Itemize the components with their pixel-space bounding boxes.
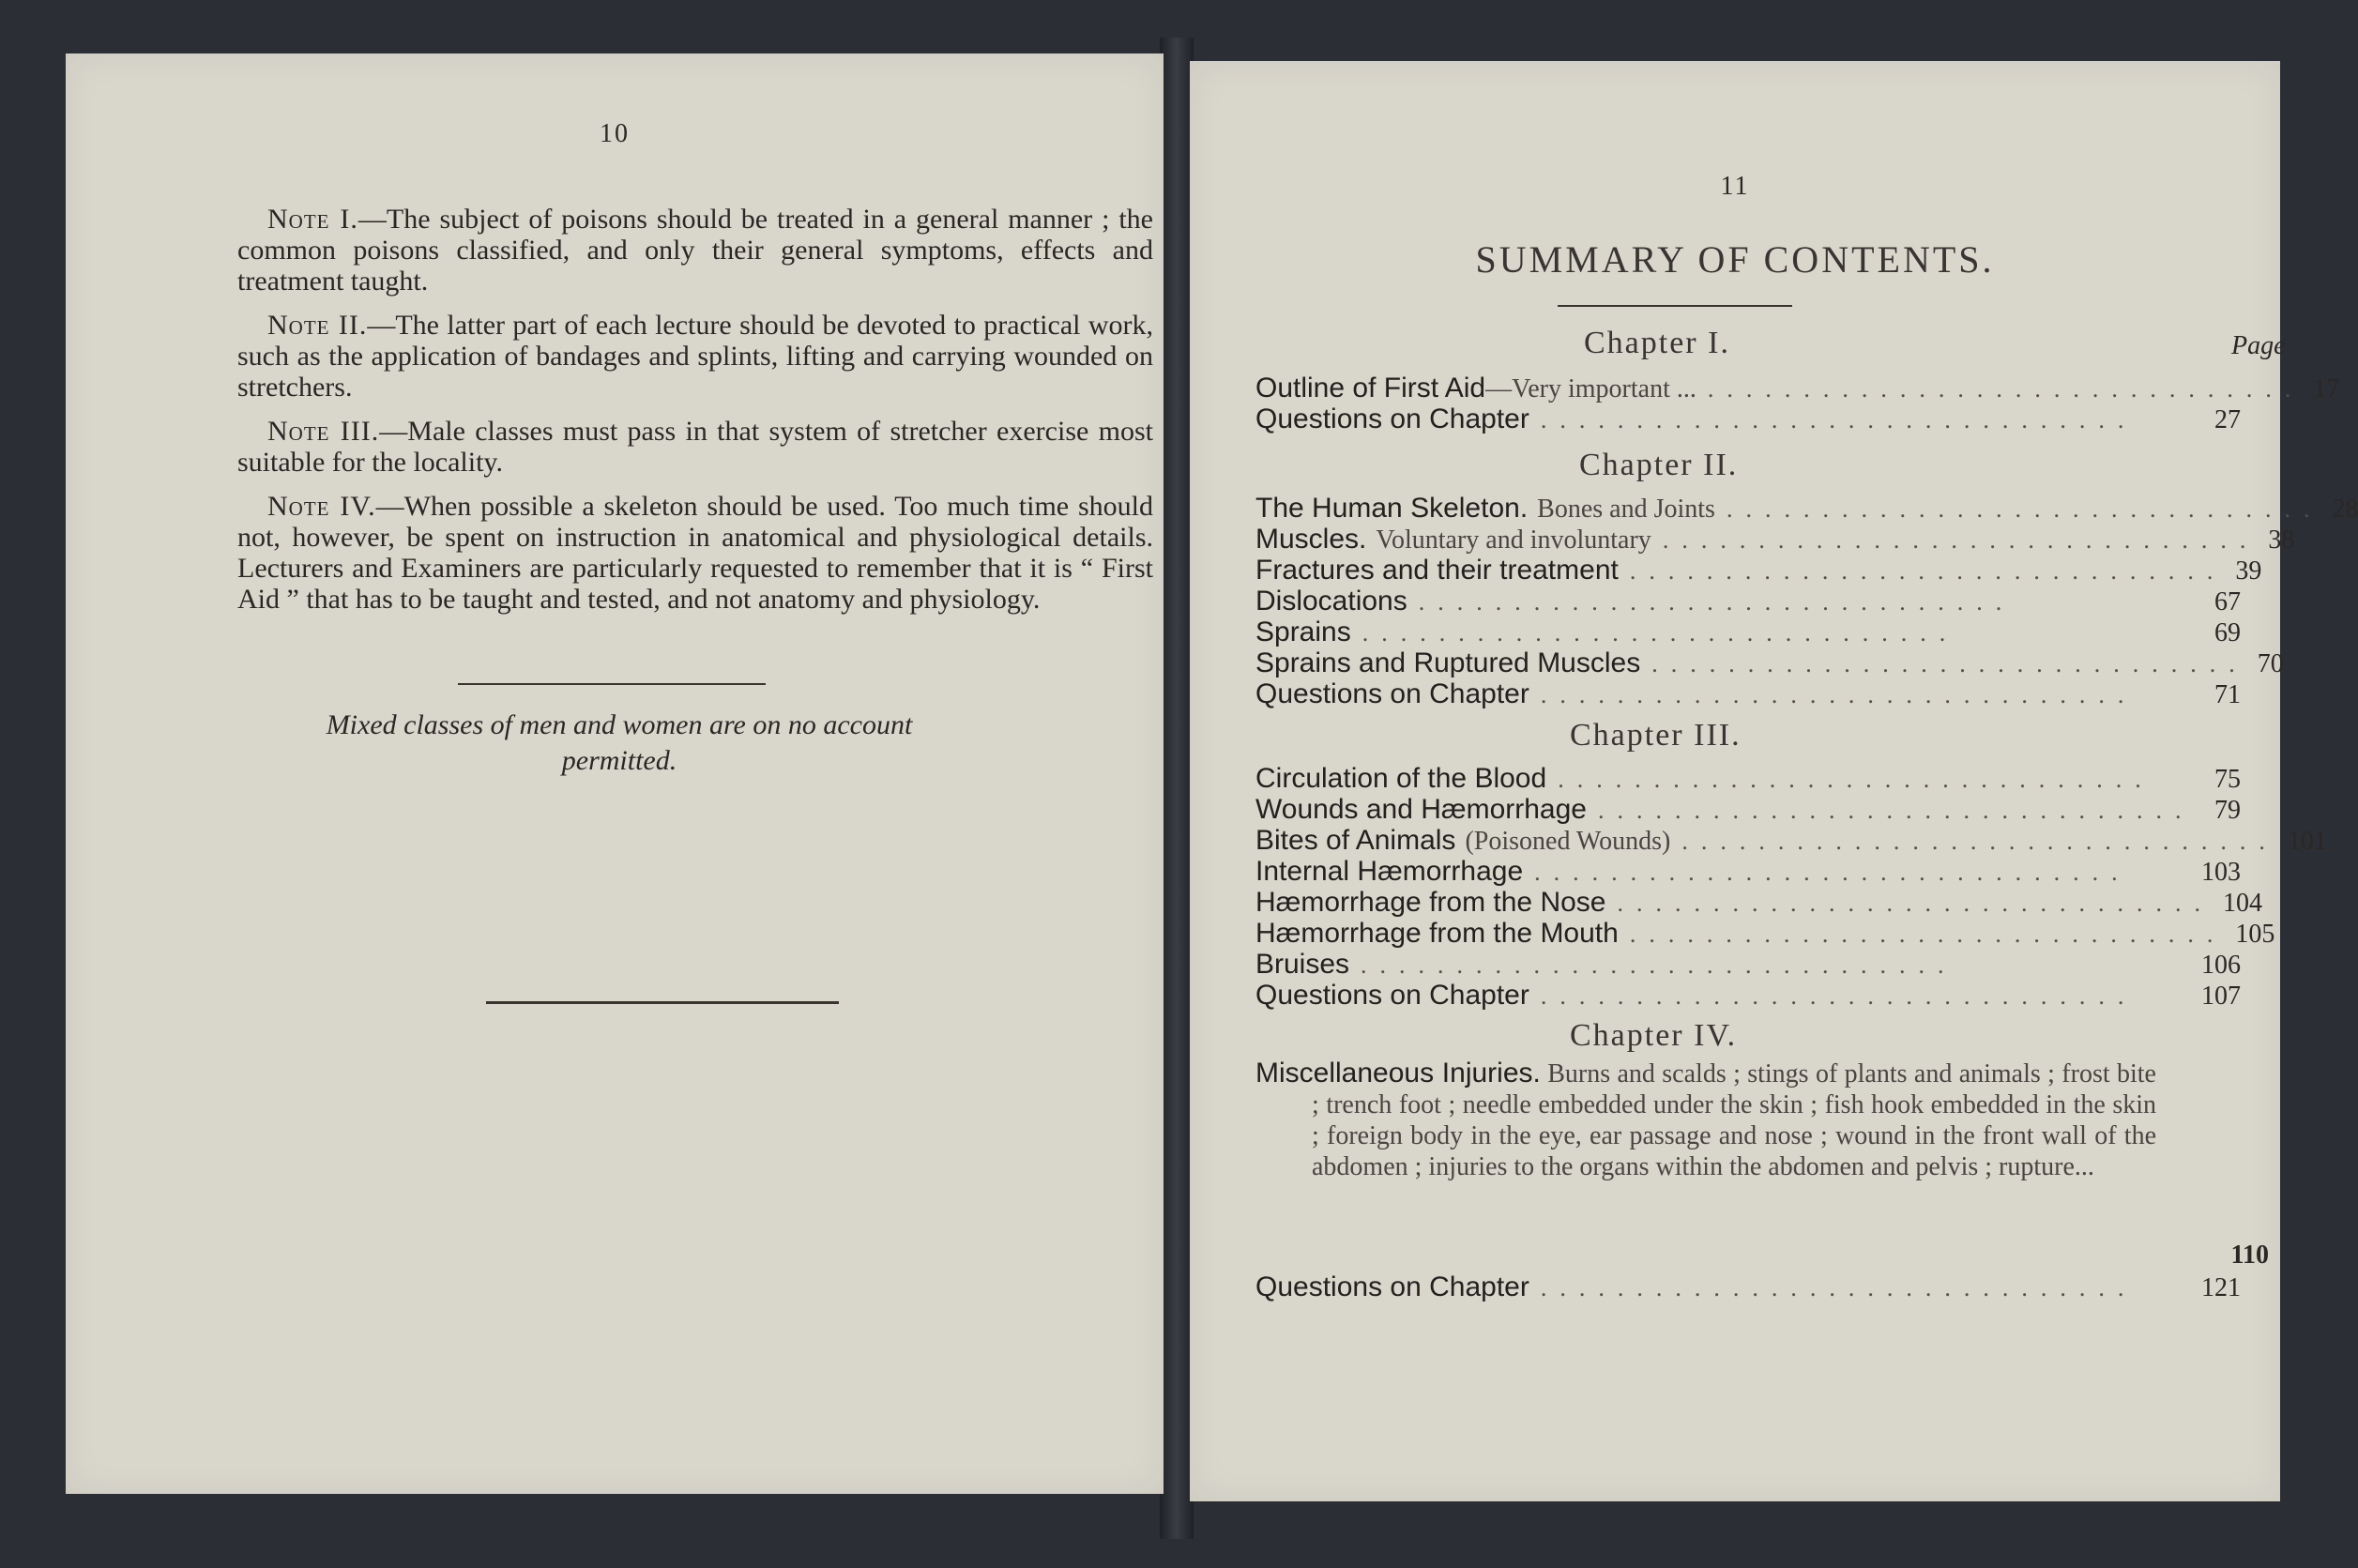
toc-entry[interactable]	[1255, 617, 2241, 648]
note-text: —Male classes must pass in that system of stretcher exercise most suitable for the locality.	[237, 416, 1153, 478]
leader-dots: ...............................	[1540, 1274, 2137, 1302]
entry-title: Circulation of the Blood	[1255, 763, 1547, 794]
entry-title: Sprains	[1255, 617, 1351, 647]
notes-section	[237, 204, 1153, 628]
entry-subtitle: Voluntary and involuntary	[1376, 525, 1651, 555]
entry-page: 39	[2235, 556, 2262, 586]
entry-page: 69	[2214, 618, 2241, 647]
entry-title: Fractures and their treatment	[1255, 555, 1619, 586]
leader-dots: ...............................	[1534, 859, 2131, 886]
toc-entry[interactable]	[1255, 1271, 2241, 1303]
entry-title: Internal Hæmorrhage	[1255, 856, 1524, 887]
leader-dots: ...............................	[1362, 619, 1959, 647]
entry-page: 107	[2201, 982, 2241, 1011]
toc-entry[interactable]	[1255, 403, 2241, 435]
note-label: Note III.	[267, 416, 380, 447]
chapter-heading: Chapter III.	[1570, 718, 1742, 753]
leader-dots: ...............................	[1540, 406, 2137, 434]
chapter-heading: Chapter I.	[1584, 326, 1730, 360]
book-gutter	[1160, 38, 1194, 1539]
entry-subtitle: Bones and Joints	[1537, 495, 1715, 524]
entry-page: 28	[2332, 495, 2358, 524]
entry-title: Hæmorrhage from the Mouth	[1255, 918, 1619, 949]
toc-entry[interactable]	[1255, 493, 2358, 525]
toc-entry[interactable]	[1255, 586, 2241, 617]
page-number: 10	[600, 119, 630, 148]
toc-entry[interactable]	[1255, 524, 2295, 556]
entry-title: Outline of First Aid	[1255, 373, 1486, 403]
toc-entry[interactable]	[1255, 678, 2241, 710]
entry-title: Bruises	[1255, 949, 1350, 980]
leader-dots: ...............................	[1617, 890, 2213, 917]
entry-page: 17	[2313, 374, 2340, 403]
entry-title: The Human Skeleton.	[1255, 493, 1529, 524]
leader-dots: ...............................	[1629, 557, 2227, 585]
entry-title: Sprains and Ruptured Muscles	[1255, 647, 1641, 678]
right-page	[1190, 61, 2358, 1501]
note-text: —The latter part of each lecture should be devoted to practical work, such as the application of bandages and splints, lifting and carrying wounded on stretchers.	[237, 310, 1154, 403]
leader-dots: ...............................	[1651, 650, 2248, 677]
toc-entry[interactable]	[1255, 555, 2262, 586]
note-2	[237, 310, 1153, 403]
misc-paragraph	[1255, 1058, 2156, 1182]
page-number: 11	[1720, 172, 1750, 201]
note-label: Note IV.	[267, 491, 376, 522]
leader-dots: ...............................	[1597, 797, 2195, 824]
toc-entry[interactable]	[1255, 949, 2241, 981]
note-label: Note II.	[267, 310, 368, 341]
italic-notice: Mixed classes of men and women are on no account permitted.	[326, 709, 913, 776]
leader-dots: ...............................	[1540, 681, 2137, 708]
entry-description: Burns and scalds ; stings of plants and animals ; frost bite ; trench foot ; needle embedded under the skin ; fish hook embedded in the skin ; foreign body in the eye, ear passage and nose ; wound in the front wall of the abdomen ; injuries to the organs within the abdomen and pelvis ; rupture...	[1312, 1059, 2156, 1181]
toc-entry[interactable]	[1255, 763, 2241, 795]
note-text: —When possible a skeleton should be used. Too much time should not, however, be spent on instruction in anatomical and physiological details. Lecturers and Examiners are particularly requested to remember that it is “ First Aid ” that has to be taught and tested, and not anatomy and physiology.	[237, 491, 1153, 615]
entry-page: 103	[2201, 858, 2241, 887]
entry-title: Wounds and Hæmorrhage	[1255, 794, 1587, 825]
entry-page: 121	[2201, 1273, 2241, 1302]
entry-page: 71	[2214, 680, 2241, 709]
entry-title: Miscellaneous Injuries.	[1255, 1058, 1541, 1088]
toc-entry[interactable]	[1255, 980, 2241, 1012]
leader-dots: ...............................	[1681, 828, 2278, 855]
toc-entry[interactable]	[1255, 856, 2241, 888]
leader-dots: ...............................	[1662, 526, 2259, 554]
toc-entry[interactable]	[1255, 794, 2241, 826]
entry-title: Questions on Chapter	[1255, 1271, 1529, 1302]
entry-page: 67	[2214, 587, 2241, 617]
chapter-heading: Chapter II.	[1579, 448, 1739, 482]
leader-dots: ...............................	[1707, 375, 2305, 403]
entry-title: Muscles.	[1255, 524, 1367, 555]
entry-title: Hæmorrhage from the Nose	[1255, 887, 1606, 918]
toc-entry[interactable]	[1255, 825, 2327, 857]
entry-page: 75	[2214, 765, 2241, 794]
entry-title: Bites of Animals	[1255, 825, 1456, 856]
entry-page: 104	[2222, 889, 2262, 918]
entry-page: 106	[2201, 951, 2241, 980]
note-1	[237, 204, 1153, 297]
entry-subtitle: —Very important ...	[1485, 374, 1696, 403]
entry-title: Questions on Chapter	[1255, 678, 1529, 709]
entry-page: 105	[2235, 920, 2275, 949]
divider	[486, 1001, 839, 1004]
leader-dots: ...............................	[1558, 766, 2154, 793]
leader-dots: ...............................	[1540, 982, 2137, 1010]
leader-dots: ...............................	[1418, 588, 2016, 616]
toc-entry[interactable]	[1255, 647, 2284, 679]
note-label: Note I.	[267, 204, 358, 235]
entry-subtitle: (Poisoned Wounds)	[1465, 827, 1671, 856]
entry-title: Questions on Chapter	[1255, 980, 1529, 1011]
misc-injuries-entry[interactable]	[1255, 1058, 2156, 1182]
leader-dots: ...............................	[1726, 495, 2323, 523]
page-column-label: Page	[2231, 331, 2286, 360]
entry-page: 110	[2230, 1241, 2269, 1270]
entry-page: 38	[2268, 525, 2295, 555]
divider	[1558, 305, 1792, 307]
chapter-heading: Chapter IV.	[1570, 1018, 1738, 1053]
toc-entry[interactable]	[1255, 373, 2340, 404]
entry-page: 70	[2257, 649, 2284, 678]
left-page	[66, 53, 1164, 1494]
leader-dots: ...............................	[1361, 951, 1957, 979]
contents-title: SUMMARY OF CONTENTS.	[1475, 238, 1995, 281]
entry-page: 27	[2214, 405, 2241, 434]
entry-title: Questions on Chapter	[1255, 403, 1529, 434]
entry-title: Dislocations	[1255, 586, 1407, 617]
entry-page: 79	[2214, 796, 2241, 825]
entry-page: 101	[2287, 827, 2327, 856]
toc-entry[interactable]	[1255, 887, 2262, 919]
divider	[458, 683, 766, 685]
toc-entry[interactable]	[1255, 918, 2275, 950]
note-text: —The subject of poisons should be treated in a general manner ; the common poisons classified, and only their general symptoms, effects and treatment taught.	[237, 204, 1153, 297]
note-4	[237, 491, 1153, 615]
leader-dots: ...............................	[1629, 921, 2227, 948]
note-3	[237, 416, 1153, 478]
